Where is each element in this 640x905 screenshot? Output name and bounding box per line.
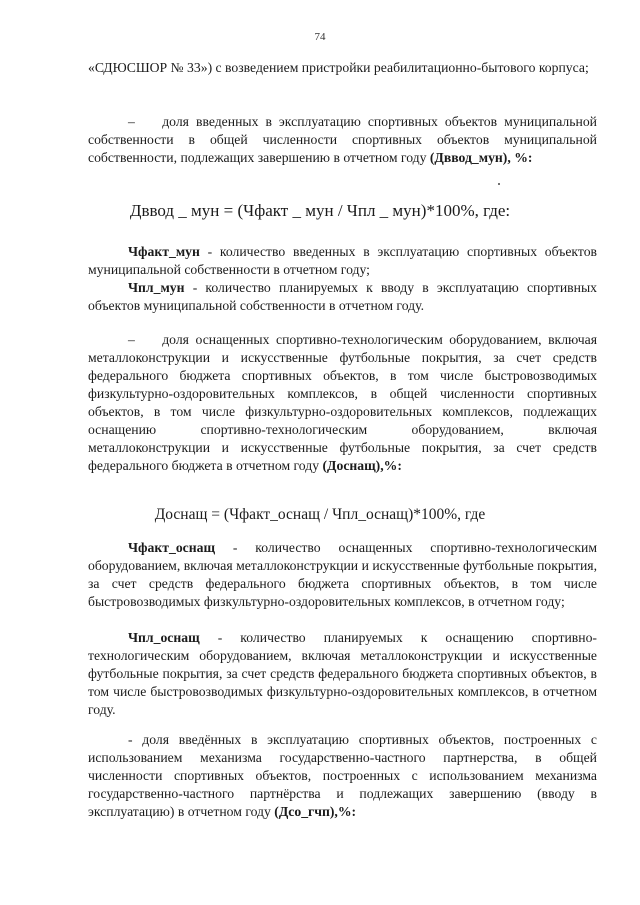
paragraph-dso-gchp: - доля введённых в эксплуатацию спортивных объектов, построенных с использованием механизма государственно-частного партнерства, в общей численности спортивных объектов, построенных с использованием механизма государственно-частного партнёрства и подлежащих завершению (вводу в эксплуатацию) в отчетном году (Дсо_гчп),%: bbox=[88, 732, 597, 819]
indicator-code-dvvod-mun: (Дввод_мун), %: bbox=[429, 150, 533, 165]
definition-chfakt-osnasch: Чфакт_оснащ - количество оснащенных спортивно-технологическим оборудованием, включая металлоконструкции и искусственные футбольные покрытия, за счет средств федерального бюджета спортивных объектов, в том числе быстровозводимых физкультурно-оздоровительных комплексов, в отчетном году; bbox=[88, 540, 597, 609]
paragraph-intro: «СДЮСШОР № 33») с возведением пристройки реабилитационно-бытового корпуса; bbox=[88, 60, 589, 75]
definition-chpl-mun: Чпл_мун - количество планируемых к вводу в эксплуатацию спортивных объектов муниципальной собственности в отчетном году. bbox=[88, 280, 597, 313]
paragraph-dvvod-mun: – доля введенных в эксплуатацию спортивных объектов муниципальной собственности в общей численности спортивных объектов муниципальной собственности, подлежащих завершению в отчетном году (Дввод_мун), %: bbox=[88, 114, 597, 165]
formula-dvvod-mun: Дввод _ мун = (Чфакт _ мун / Чпл _ мун)*100%, где: bbox=[129, 201, 511, 220]
definition-chpl-osnasch: Чпл_оснащ - количество планируемых к оснащению спортивно-технологическим оборудованием, включая металлоконструкции и искусственные футбольные покрытия, за счет средств федерального бюджета спортивных объектов, в том числе быстровозводимых физкультурно-оздоровительных комплексов, в отчетном году. bbox=[88, 630, 597, 717]
indicator-code-dosnasch: (Доснащ),%: bbox=[322, 458, 402, 473]
formula-dosnasch: Доснащ = (Чфакт_оснащ / Чпл_оснащ)*100%, где bbox=[154, 506, 486, 523]
indicator-code-dso-gchp: (Дсо_гчп),%: bbox=[274, 804, 357, 819]
page-number: 74 bbox=[314, 31, 326, 43]
scan-dot bbox=[498, 183, 500, 185]
term-chpl-osnasch: Чпл_оснащ bbox=[128, 630, 200, 645]
term-chfakt-osnasch: Чфакт_оснащ bbox=[128, 540, 216, 555]
term-chfakt-mun: Чфакт_мун bbox=[128, 244, 200, 259]
term-chpl-mun: Чпл_мун bbox=[128, 280, 185, 295]
paragraph-dosnasch: – доля оснащенных спортивно-технологическим оборудованием, включая металлоконструкции и искусственные футбольные покрытия, за счет средств федерального бюджета спортивных объектов, в том числе быстровозводимых физкультурно-оздоровительных комплексов, в общей численности спортивных объектов, в том числе физкультурно-оздоровительных комплексов, подлежащих оснащению спортивно-технологическим оборудованием, включая металлоконструкции и искусственные футбольные покрытия, за счет средств федерального бюджета в отчетном году (Доснащ),%: bbox=[88, 332, 597, 473]
definition-chfakt-mun: Чфакт_мун - количество введенных в эксплуатацию спортивных объектов муниципальной собственности в отчетном году; bbox=[88, 244, 597, 277]
